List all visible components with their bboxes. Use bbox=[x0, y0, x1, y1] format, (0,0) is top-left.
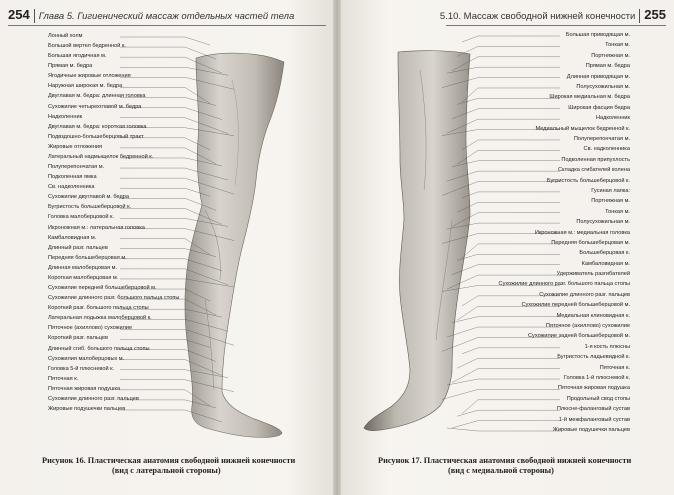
right-leg-figure bbox=[364, 51, 470, 431]
anatomy-label: Пяточное (ахиллово) сухожилие bbox=[48, 325, 133, 332]
anatomy-label: Жировые подушечки пальцев bbox=[48, 406, 126, 412]
anatomy-label: Передняя большеберцовая м. bbox=[551, 239, 630, 246]
anatomy-label: Сухожилие двуглавой м. бедра bbox=[48, 194, 130, 201]
right-label-list bbox=[470, 0, 630, 495]
anatomy-label: Камбаловидная м. bbox=[581, 260, 630, 267]
right-figure-caption bbox=[378, 456, 631, 476]
caption-title: Рисунок 16. Пластическая анатомия свободной нижней конечности bbox=[42, 456, 296, 465]
anatomy-label: Бугристость большеберцовой к. bbox=[48, 204, 132, 211]
anatomy-label: Прямая м. бедра bbox=[48, 63, 93, 70]
anatomy-label: Сухожилие передней большеберцовой м. bbox=[521, 302, 630, 309]
anatomy-label: Сухожилие длинного разг. большого пальца стопы bbox=[498, 281, 630, 288]
anatomy-label: Пяточная жировая подушка bbox=[557, 385, 630, 392]
anatomy-label: Полусухожильная м. bbox=[576, 83, 630, 90]
anatomy-label: Камбаловидная м. bbox=[48, 234, 97, 241]
anatomy-label: Длинная приводящая м. bbox=[566, 73, 630, 80]
anatomy-label: Латеральная лодыжка малоберцовой к. bbox=[48, 315, 152, 322]
anatomy-label: Тонкая м. bbox=[605, 42, 630, 49]
anatomy-label: Большая приводящая м. bbox=[565, 32, 630, 38]
anatomy-label: Короткий разг. пальцев bbox=[48, 335, 109, 342]
anatomy-label: Прямая м. бедра bbox=[585, 63, 630, 70]
anatomy-label: Жировые отложения bbox=[48, 143, 103, 150]
anatomy-label: Передняя большеберцовая м. bbox=[48, 254, 127, 261]
anatomy-label: Наружная широкая м. бедра bbox=[48, 83, 123, 90]
anatomy-label: Полуперепончатая м. bbox=[573, 135, 630, 142]
anatomy-label: Плюсне-фаланговый сустав bbox=[556, 406, 630, 413]
anatomy-label: Сухожилие задней большеберцовой м. bbox=[528, 333, 630, 340]
anatomy-label: Медиальная клиновидная к. bbox=[556, 312, 630, 319]
left-leg-figure bbox=[185, 53, 284, 437]
anatomy-label: Большая ягодичная м. bbox=[48, 53, 107, 60]
anatomy-label: Сухожилие передней большеберцовой м. bbox=[48, 285, 157, 292]
running-head: Глава 5. Гигиенический массаж отдельных частей тела bbox=[38, 11, 295, 22]
anatomy-label: Пяточная жировая подушка bbox=[48, 385, 121, 392]
anatomy-label: Головка малоберцовой к. bbox=[48, 214, 114, 221]
anatomy-label: Св. надколенника bbox=[48, 184, 95, 191]
anatomy-label: Подколенная ямка bbox=[48, 174, 97, 181]
anatomy-label: Удерживатель разгибателей bbox=[556, 271, 630, 278]
anatomy-label: Портняжная м. bbox=[591, 52, 630, 59]
anatomy-label: Сухожилие длинного разг. пальцев bbox=[48, 395, 139, 402]
anatomy-label: Двуглавая м. бедра: короткая головка bbox=[48, 123, 147, 130]
anatomy-label: Длинный сгиб. большого пальца стопы bbox=[48, 345, 150, 352]
anatomy-label: Пяточная к. bbox=[48, 375, 79, 382]
anatomy-label: Складка сгибателей колена bbox=[558, 167, 630, 174]
anatomy-label: Двуглавая м. бедра: длинная головка bbox=[48, 93, 146, 100]
caption-title: Рисунок 17. Пластическая анатомия свободной нижней конечности bbox=[378, 456, 632, 465]
left-figure-caption bbox=[42, 456, 295, 476]
caption-subtitle: (вид с латеральной стороны) bbox=[112, 465, 221, 475]
anatomy-label: Короткий разг. большого пальца стопы bbox=[48, 305, 149, 312]
anatomy-label: Головка 5-й плюсневой к. bbox=[48, 365, 115, 372]
anatomy-label: Портняжная м. bbox=[591, 198, 630, 205]
anatomy-label: Медиальный мыщелок бедренной к. bbox=[535, 125, 630, 132]
anatomy-label: Сухожилие четырехглавой м. бедра bbox=[48, 103, 142, 110]
anatomy-label: Сухожилие длинного разг. пальцев bbox=[539, 291, 630, 298]
running-head: 5.10. Массаж свободной нижней конечности bbox=[439, 11, 636, 22]
anatomy-label: Пяточная к. bbox=[599, 364, 630, 371]
anatomy-label: Надколенник bbox=[595, 115, 630, 122]
anatomy-label: Бугристость ладьевидной к. bbox=[557, 354, 630, 361]
anatomy-label: Св. надколенника bbox=[583, 146, 630, 153]
anatomy-label: Бугристость большеберцовой к. bbox=[546, 177, 630, 184]
anatomy-label: Длинная малоберцовая м. bbox=[48, 264, 118, 271]
anatomy-label: Большеберцовая к. bbox=[579, 250, 630, 257]
anatomy-label: Большой вертел бедренной к. bbox=[48, 43, 126, 50]
anatomy-label: Гусиная лапка: bbox=[591, 187, 630, 194]
anatomy-label: Сухожилие длинного разг. большого пальца стопы bbox=[48, 295, 180, 302]
anatomy-label: Широкая медиальная м. бедра bbox=[549, 94, 630, 101]
anatomy-label: Широкая фасция бедра bbox=[568, 104, 630, 111]
anatomy-label: Тонкая м. bbox=[605, 208, 630, 215]
anatomy-label: Ягодичные жировые отложения bbox=[48, 73, 131, 80]
anatomy-label: Подколенная припухлость bbox=[561, 156, 630, 163]
anatomy-label: Полуперепончатая м. bbox=[48, 164, 105, 171]
anatomy-label: Пяточное (ахиллово) сухожилие bbox=[545, 323, 630, 330]
anatomy-label: Икроножная м.: латеральная головка bbox=[48, 224, 145, 231]
page-number: 255 bbox=[644, 7, 666, 22]
left-label-list bbox=[48, 0, 188, 495]
anatomy-label: Продольный свод стопы bbox=[566, 395, 630, 402]
anatomy-label: Подвздошно-большеберцовый тракт bbox=[48, 133, 144, 140]
caption-subtitle: (вид с медиальной стороны) bbox=[448, 465, 554, 475]
anatomy-label: Короткая малоберцовая м. bbox=[48, 274, 119, 281]
anatomy-label: 1-я кость плюсны bbox=[584, 343, 630, 350]
anatomy-label: Длинный разг. пальцев bbox=[48, 244, 108, 251]
anatomy-label: Надколенник bbox=[48, 113, 83, 120]
anatomy-label: Икроножная м.: медиальная головка bbox=[534, 229, 630, 236]
page-number: 254 bbox=[8, 7, 30, 22]
anatomy-label: Головка 1-й плюсневой к. bbox=[563, 375, 630, 382]
anatomy-label: Сухожилия малоберцовых м. bbox=[48, 355, 125, 362]
anatomy-label: Лонный холм bbox=[48, 33, 83, 39]
anatomy-label: Латеральный надмыщелок бедренной к. bbox=[48, 153, 154, 160]
anatomy-label: Жировые подушечки пальцев bbox=[552, 427, 630, 433]
anatomy-label: Полусухожильная м. bbox=[576, 219, 630, 226]
anatomy-label: 1-й межфаланговый сустав bbox=[558, 416, 630, 423]
